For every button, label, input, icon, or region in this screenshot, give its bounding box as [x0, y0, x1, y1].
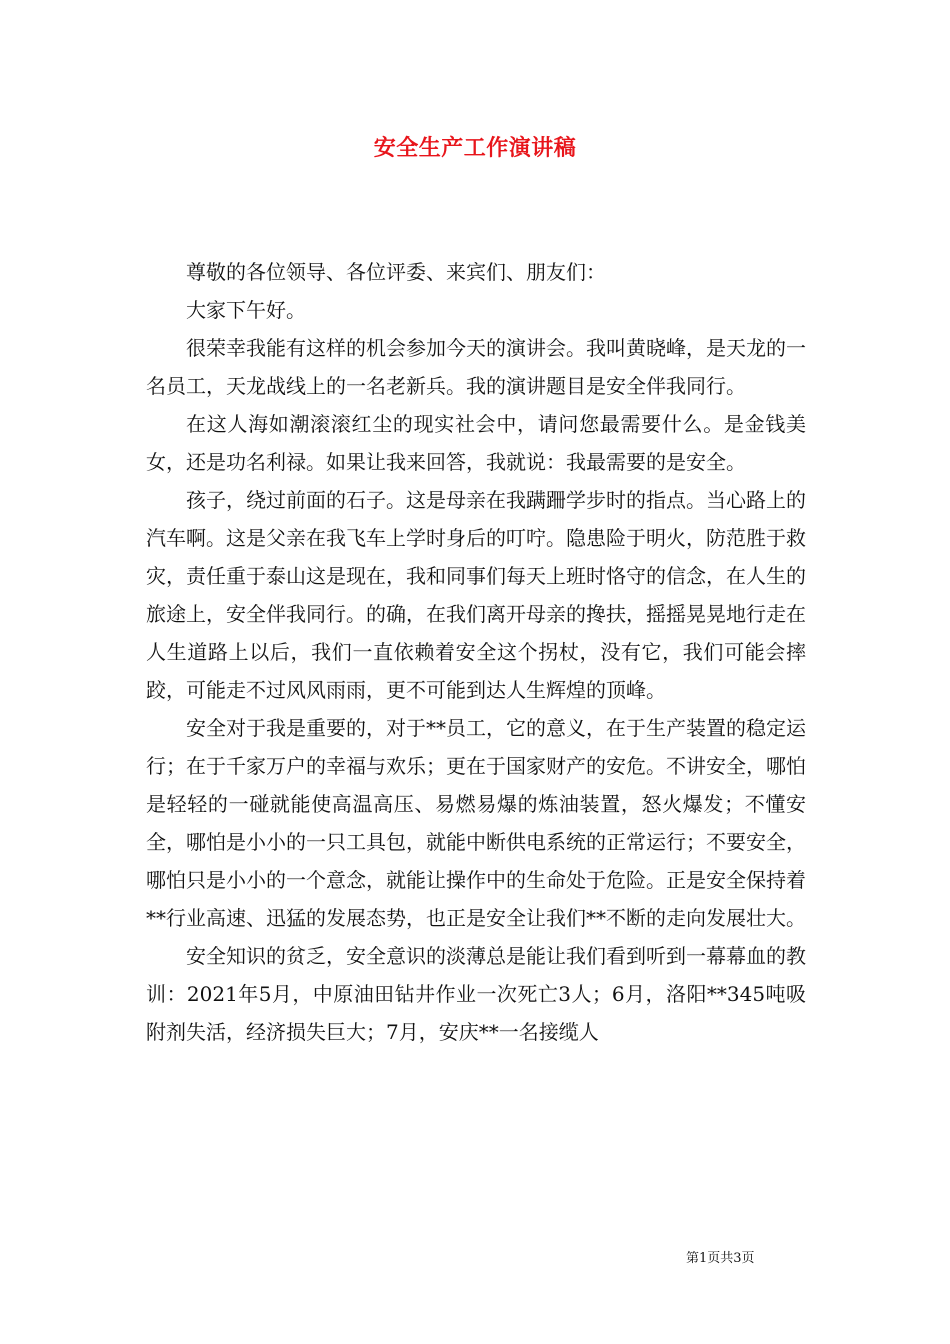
paragraph-question: 在这人海如潮滚滚红尘的现实社会中，请问您最需要什么。是金钱美女，还是功名利禄。如果让我来回答，我就说：我最需要的是安全。	[146, 412, 806, 474]
paragraph-lessons: 安全知识的贫乏，安全意识的淡薄总是能让我们看到听到一幕幕血的教训：2021年5月，中原油田钻井作业一次死亡3人；6月，洛阳**345吨吸附剂失活，经济损失巨大；7月，安庆**一名接缆人	[146, 944, 806, 1044]
document-body	[146, 253, 806, 1051]
page-number: 第1页共3页	[686, 1251, 755, 1266]
paragraph-intro: 很荣幸我能有这样的机会参加今天的演讲会。我叫黄晓峰，是天龙的一名员工，天龙战线上的一名老新兵。我的演讲题目是安全伴我同行。	[146, 336, 806, 398]
paragraph-importance: 安全对于我是重要的，对于**员工，它的意义，在于生产装置的稳定运行；在于千家万户的幸福与欢乐；更在于国家财产的安危。不讲安全，哪怕是轻轻的一碰就能使高温高压、易燃易爆的炼油装置，怒火爆发；不懂安全，哪怕是小小的一只工具包，就能中断供电系统的正常运行；不要安全，哪怕只是小小的一个意念，就能让操作中的生命处于危险。正是安全保持着**行业高速、迅猛的发展态势，也正是安全让我们**不断的走向发展壮大。	[146, 716, 806, 930]
document-title: 安全生产工作演讲稿	[373, 135, 577, 161]
paragraph-memories: 孩子，绕过前面的石子。这是母亲在我蹒跚学步时的指点。当心路上的汽车啊。这是父亲在我飞车上学时身后的叮咛。隐患险于明火，防范胜于救灾，责任重于泰山这是现在，我和同事们每天上班时恪守的信念，在人生的旅途上，安全伴我同行。的确，在我们离开母亲的搀扶，摇摇晃晃地行走在人生道路上以后，我们一直依赖着安全这个拐杖，没有它，我们可能会摔跤，可能走不过风风雨雨，更不可能到达人生辉煌的顶峰。	[146, 488, 806, 702]
paragraph-greeting: 大家下午好。	[186, 298, 306, 322]
paragraph-salutation: 尊敬的各位领导、各位评委、来宾们、朋友们：	[186, 260, 606, 284]
